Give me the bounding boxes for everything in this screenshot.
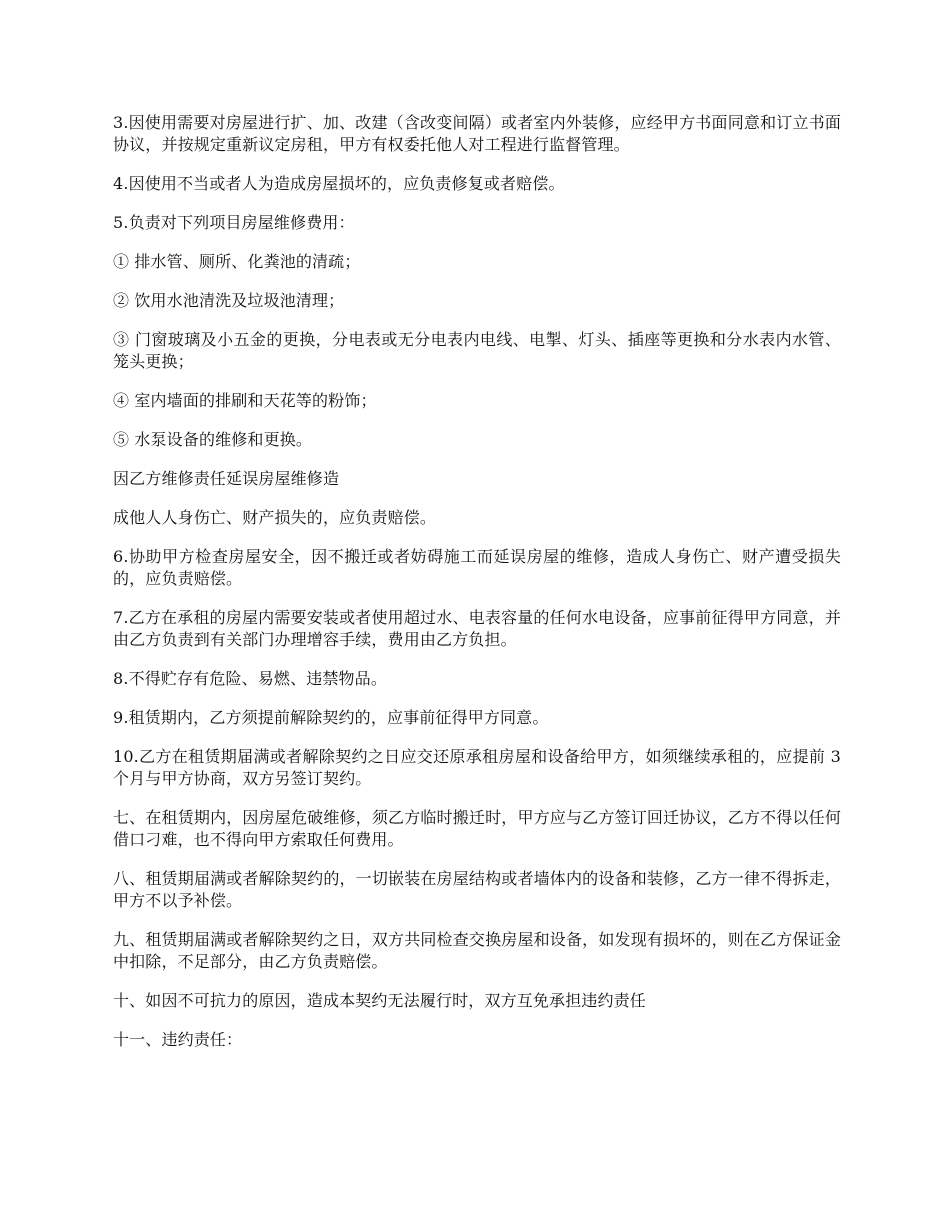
paragraph-clause-7: 7.乙方在承租的房屋内需要安装或者使用超过水、电表容量的任何水电设备，应事前征得甲方同意，并由乙方负责到有关部门办理增容手续，费用由乙方负担。 [113,608,841,649]
list-item-water-tank: ② 饮用水池清洗及垃圾池清理； [113,291,345,310]
section-eleven-heading: 十一、违约责任： [113,1030,243,1049]
paragraph-clause-3: 3.因使用需要对房屋进行扩、加、改建（含改变间隔）或者室内外装修，应经甲方书面同意和订立书面协议，并按规定重新议定房租，甲方有权委托他人对工程进行监督管理。 [113,113,841,154]
paragraph-clause-10: 10.乙方在租赁期届满或者解除契约之日应交还原承租房屋和设备给甲方，如须继续承租的，应提前 3 个月与甲方协商，双方另签订契约。 [113,747,841,788]
document-page [113,112,841,1068]
section-ten: 十、如因不可抗力的原因，造成本契约无法履行时，双方互免承担违约责任 [113,991,646,1010]
list-item-windows-fixtures: ③ 门窗玻璃及小五金的更换，分电表或无分电表内电线、电掣、灯头、插座等更换和分水表内水管、笼头更换； [113,330,841,371]
paragraph-delay-liability-part1: 因乙方维修责任延误房屋维修造 [113,469,340,488]
paragraph-clause-6: 6.协助甲方检查房屋安全，因不搬迁或者妨碍施工而延误房屋的维修，造成人身伤亡、财产遭受损失的，应负责赔偿。 [113,547,841,588]
list-item-drainage: ① 排水管、厕所、化粪池的清疏； [113,252,361,271]
paragraph-delay-liability-part2: 成他人人身伤亡、财产损失的，应负责赔偿。 [113,508,437,527]
list-item-wall-painting: ④ 室内墙面的排刷和天花等的粉饰； [113,391,377,410]
paragraph-clause-4: 4.因使用不当或者人为造成房屋损坏的，应负责修复或者赔偿。 [113,174,565,193]
section-eight: 八、租赁期届满或者解除契约的，一切嵌装在房屋结构或者墙体内的设备和装修，乙方一律不得拆走，甲方不以予补偿。 [113,869,841,910]
section-nine: 九、租赁期届满或者解除契约之日，双方共同检查交换房屋和设备，如发现有损坏的，则在乙方保证金中扣除，不足部分，由乙方负责赔偿。 [113,930,841,971]
paragraph-clause-9: 9.租赁期内，乙方须提前解除契约的，应事前征得甲方同意。 [113,708,549,727]
list-item-water-pump: ⑤ 水泵设备的维修和更换。 [113,430,313,449]
paragraph-clause-5: 5.负责对下列项目房屋维修费用： [113,213,355,232]
paragraph-clause-8: 8.不得贮存有危险、易燃、违禁物品。 [113,669,387,688]
section-seven: 七、在租赁期内，因房屋危破维修，须乙方临时搬迁时，甲方应与乙方签订回迁协议，乙方不得以任何借口刁难，也不得向甲方索取任何费用。 [113,808,841,849]
